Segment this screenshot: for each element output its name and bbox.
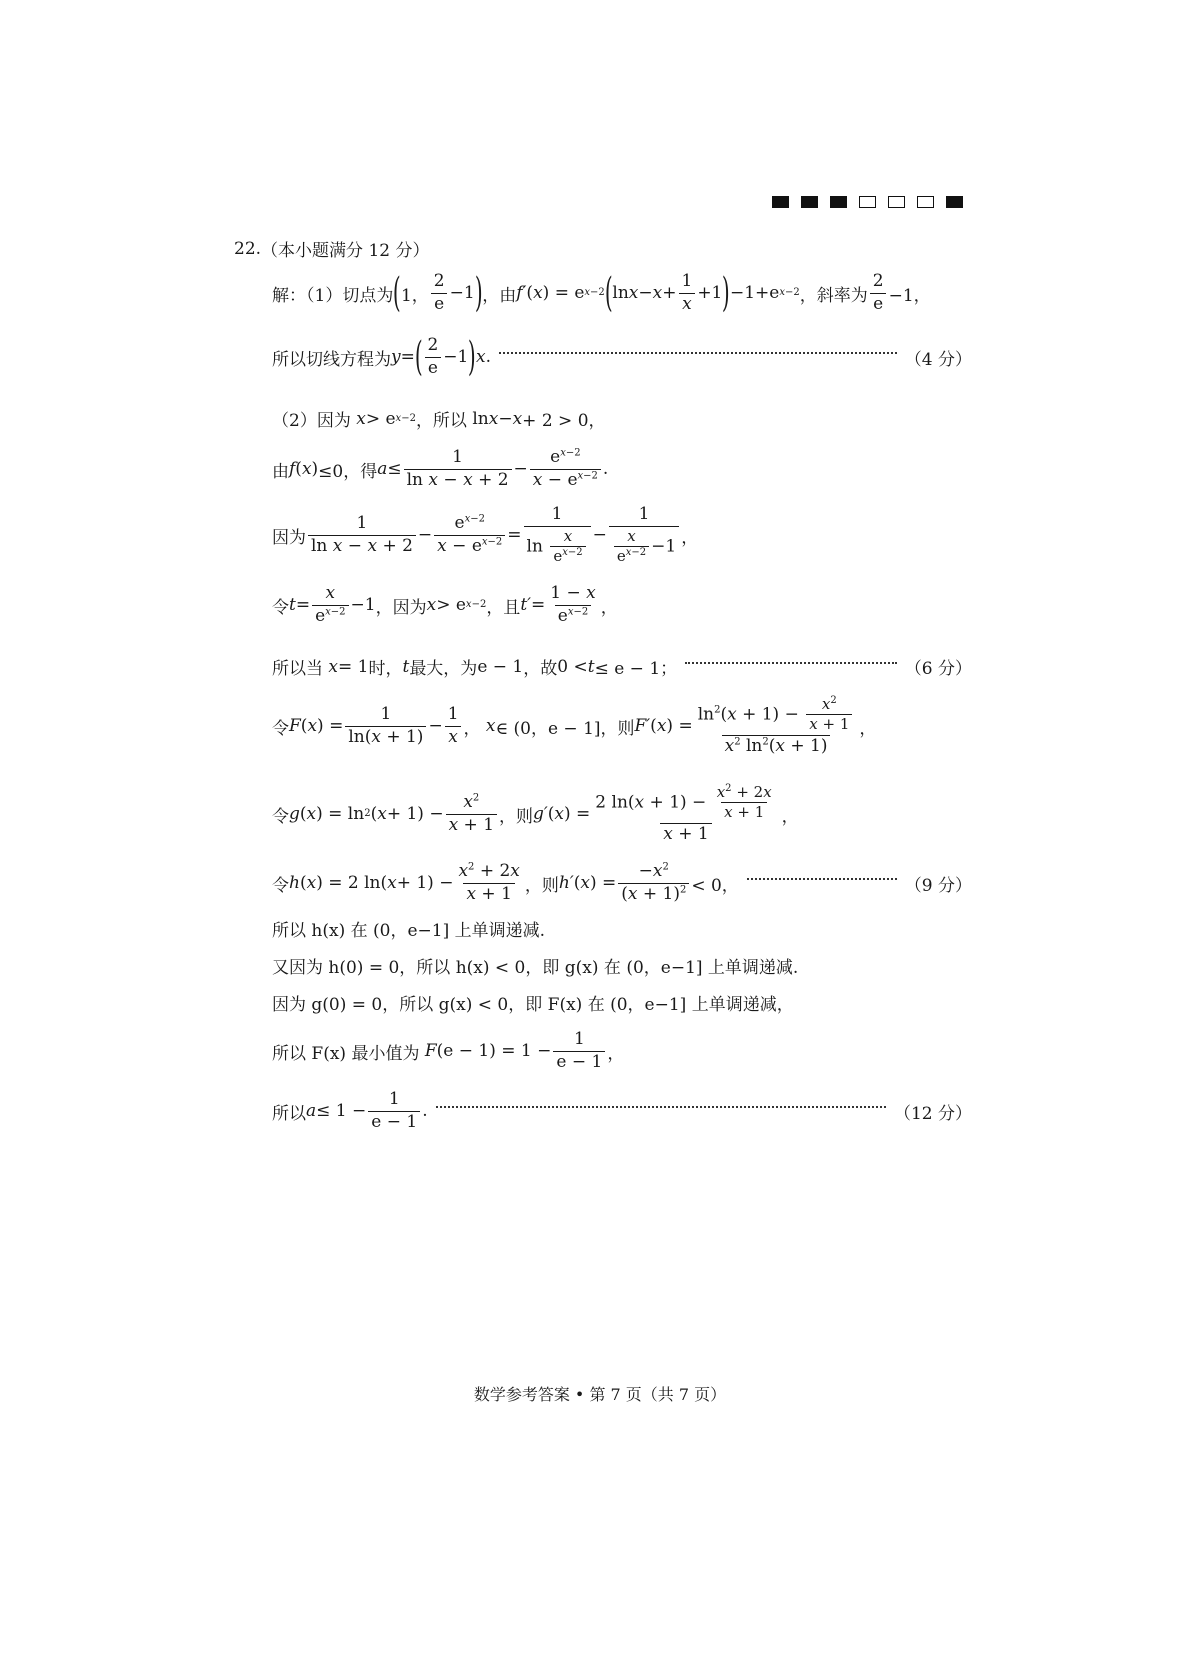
solution-line-8: 令 F ( x ) = $\frac{1}{\ln(x + 1)}$ − $\frac{1}{x}$ ， x ∈ (0，e − 1] ，则 F′ ( x ) = $\ln^2(x + 1)$ − $\frac{x^2}{x + 1}$ $x^2$ $\ln^2(x + 1)$ ，: [272, 695, 877, 756]
score-12: （12 分）: [893, 1103, 972, 1124]
solution-line-4: 由 f ( x ) ≤0，得 a ≤ $\frac{1}{\text{ln x − x + 2}}$ − $\frac{e^{x-2}}{x - e^{x-2}}$ .: [272, 447, 609, 490]
text: ，故: [523, 659, 558, 679]
leader-dots: [747, 878, 897, 880]
text: 所以当: [272, 659, 323, 679]
problem-header: [234, 236, 430, 261]
text: （2）因为: [272, 411, 351, 431]
leader-dots: [685, 662, 897, 664]
mark-filled: [772, 196, 789, 208]
text: 因为: [272, 527, 306, 548]
page-footer: 数学参考答案 • 第 7 页（共 7 页）: [473, 1385, 727, 1404]
page-position-marks: [772, 196, 963, 208]
text: ，所以: [415, 411, 467, 431]
text: 令: [272, 875, 289, 896]
solution-line-6: 令 t = $\frac{x}{e^{x-2}}$ −1 ，因为 x > e x−2 ，且 t′ = $\frac{1 - x}{e^{x-2}}$ ，: [272, 583, 618, 626]
mark-filled: [946, 196, 963, 208]
text: 时，: [368, 659, 403, 679]
text: ，由: [482, 285, 517, 306]
text: ，则: [600, 718, 635, 739]
text: 所以: [272, 1103, 306, 1124]
problem-title: （本小题满分 12 分）: [261, 241, 430, 261]
score-6: （6 分）: [904, 659, 972, 679]
solution-line-11: 所以 h(x) 在 (0，e−1] 上单调递减.: [272, 921, 546, 941]
mark-filled: [801, 196, 818, 208]
leader-dots: [499, 352, 897, 354]
text: ，斜率为: [799, 285, 868, 306]
score-9: （9 分）: [904, 875, 972, 896]
solution-line-13: 因为 g(0) = 0，所以 g(x) < 0，即 F(x) 在 (0，e−1] 上单调递减，: [272, 995, 794, 1015]
solution-line-15: 所以 a ≤ 1 − $\frac{1}{e - 1}$ . （12 分）: [272, 1089, 972, 1132]
text: ，则: [499, 806, 534, 827]
solution-line-10: 令 h ( x ) = 2 ln( x + 1) − $\frac{x^2 + 2x}{x + 1}$ ，则 h′ ( x ) = $\frac{-x^2}{(x + 1)^2}$ < 0， （9 分）: [272, 861, 972, 904]
mark-empty: [859, 196, 876, 208]
text: 由: [272, 461, 289, 482]
solution-line-1: 解：（1）切点为 ( 1， $\frac{2}{e}$ −1 ) ，由 f′ ( x ) = e x−2 ( ln x − x + $\frac{1}{x}$ +1 ) −1+e x−2 ，斜率为 $\frac{2}{e}$ −1，: [272, 270, 931, 317]
text: 最大，为: [409, 659, 478, 679]
score-4: （4 分）: [904, 349, 972, 370]
text: ，则: [524, 875, 559, 896]
solution-line-12: 又因为 h(0) = 0，所以 h(x) < 0，即 g(x) 在 (0，e−1] 上单调递减.: [272, 958, 799, 978]
solution-line-14: 所以 F(x) 最小值为 F (e − 1) = 1 − $\frac{1}{e - 1}$ ，: [272, 1029, 625, 1072]
solution-line-5: 因为 $\frac{1}{\text{ln x − x + 2}}$ − $\frac{e^{x-2}}{x - e^{x-2}}$ = 1 ln $\frac{x}{e^{x-2}}$ − 1 $\frac{x}{e^{x-2}}$ −1 ，: [272, 504, 699, 565]
text: 令: [272, 597, 289, 618]
text: ，且: [486, 597, 521, 618]
text: 解：（1）切点为: [272, 285, 394, 306]
text: 所以切线方程为: [272, 349, 391, 370]
mark-empty: [917, 196, 934, 208]
problem-number: 22.: [234, 238, 262, 259]
solution-line-2: 所以切线方程为 y = ( $\frac{2}{e}$ −1 ) x . （4 分）: [272, 334, 972, 381]
solution-line-9: 令 g ( x ) = ln 2 ( x + 1) − $\frac{x^2}{x + 1}$ ，则 g′ ( x ) = 2 ln(x + 1) − $\frac{x^2 + 2x}{x + 1}$ x + 1 ，: [272, 783, 799, 844]
text: ，因为: [375, 597, 427, 618]
text: ≤0，得: [318, 461, 378, 482]
text: 令: [272, 718, 289, 739]
leader-dots: [436, 1106, 886, 1108]
text: 令: [272, 806, 289, 827]
mark-empty: [888, 196, 905, 208]
text: 所以 F(x) 最小值为: [272, 1043, 420, 1064]
mark-filled: [830, 196, 847, 208]
solution-line-3: （2）因为 x > e x−2 ，所以 ln x − x + 2 > 0，: [272, 406, 606, 431]
solution-line-7: 所以当 x = 1 时， t 最大，为 e − 1 ，故 0 < t ≤ e − 1； （6 分）: [272, 654, 972, 679]
